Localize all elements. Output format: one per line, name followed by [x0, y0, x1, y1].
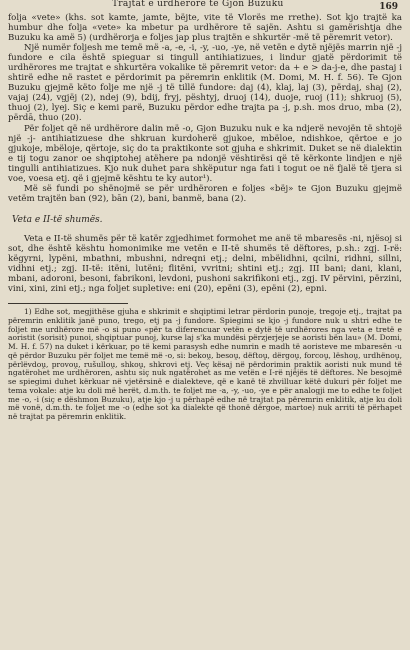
- paragraph: Veta e II-të shumës për të katër zgjedhimet formohet me anë të mbaresës -ni, njësoj si sot, dhe është kështu homonimike me vetën e II-të shumës të dëftores, p.sh.: zgj. I-rë: këgyrni, lypëni, mbathni, mbushni, ndreqni etj.; delni, mbëlidhni, qcilni, ridhni, sillni, vidhni etj.; zgj. II-të: itëni, lutëni; flitëni, vvritni; shtini etj.; zgj. III bani; dani, klani, mbani, adoroni, besoni, fabrikoni, levdoni, pushoni sakrifikoni etj., zgj. IV përvini, përzini, vini, xini, zini etj.; nga foljet supletive: eni (20), epëni (3), epëni (2), epni.: [8, 233, 402, 295]
- running-title: Trajtat e urdhërore te Gjon Buzuku: [112, 0, 284, 9]
- footnotes: [8, 308, 402, 422]
- page-body: [8, 13, 402, 422]
- paragraph: Për foljet që në urdhërore dalin më -o, Gjon Buzuku nuk e ka ndjerë nevojën të shtojë një -j- antihiatizuese dhe shkruan kurdoherë gjukoe, mbëloe, ndishkoe, qërtoe e jo gjukoje, mbëloje, qërtoje, siç do ta praktikonte sot gjuha e shkrimit. Duket se në dialektin e tij togu zanor oe shqiptohej atëhere pa ndonjë vështirësi që të kërkonte lindjen e një tingulli antihiatizues. Kjo nuk duhet para shkëputur nga fati i togut oe në fjalë të tjera si voe, voesa etj. që i gjejmë kështu te ky autor¹).: [8, 123, 402, 184]
- page-header: [0, 0, 410, 12]
- paragraph: folja «vete» (khs. sot kamte, jamte, bëjte, vite të Vlorës me rrethe). Sot kjo trajtë ka humbur dhe folja «vete» ka mbetur pa urdhërore të sajën. Ashtu si gamërishtja dhe Buzuku ka amë 5) (urdhërorja e foljes jap plus trajtën e shkurtër -më të përemrit vetor).: [8, 13, 402, 44]
- paragraph: Më së fundi po shënojmë se për urdhëroren e foljes «bëj» te Gjon Buzuku gjejmë vetëm trajtën ban (92), bān (2), bani, banmë, bana (2).: [8, 183, 402, 204]
- page-number: 169: [379, 2, 398, 12]
- paragraph: Një numër foljesh me temë më -a, -e, -i, -y, -uo, -ye, në vetën e dytë njëjës marrin një -j fundore e cila është spieguar si tingull antihiatizues, i lindur gjatë përdorimit të urdhërores me trajtat e shkurtëra vokalike të përemrit vetor: da + e > da-j-e, dhe pastaj i shtirë edhe në rastet e përdorimit pa përemrin enklitik (M. Domi, M. H. f. 56). Te Gjon Buzuku gjejmë këto folje me një -j të tillë fundore: daj (4), klaj, laj (3), përdaj, shaj (2), vajaj (24), vgjëj (2), ndej (9), bdij, fryj, pështyj, druoj (14), duoje, ruoj (11); shkruoj (5), thuoj (2), lyej. Siç e kemi parë, Buzuku përdor edhe trajta pa -j, p.sh. mos druo, mba (2), përdā, thuo (20).: [8, 43, 402, 124]
- footnote: 1) Edhe sot, megjithëse gjuha e shkrimit e shqiptimi letrar përdorin punoje, tregoje etj., trajtat pa përemrin enklitik janë puno, trego, etj pa -j fundore. Spiegimi se kjo -j fundore nuk u shtri edhe te foljet me urdhërore më -o si puno «për ta diferencuar vetën e dytë të urdhërores nga veta e tretë e aoristit (sorisit) punoi, shqiptuar punoj, kurse laj s'ka mundësi përzjerjeje se aoristi bën lau» (M. Domi, M. H. f. 57) na duket i kërkuar, po të kemi parasysh edhe numrin e madh të aoristeve me mbaresën -u që përdor Buzuku për foljet me temë më -o, si: bekoṷ, besoṷ, dëftoṷ, dërgoṷ, forcoṷ, lëshoṷ, urdhënoṷ, përlëvdoṷ, provoṷ, rušulloṷ, shkoṷ, shkrovi etj. Veç kësaj në përdorimin praktik aoristi nuk mund të ngatërohet me urdhëroren, ashtu siç nuk ngatërohet as me vetën e I-rë njëjës të dëftores. Ne besojmë se spiegimi duhet kërkuar në vjetërsinë e dialekteve, që e kanë të zhvilluar këtë dukuri për foljet me tema vokale: atje ku doli më herët, d.m.th. te foljet me -a, -y, -uo, -ye e për analogji me to edhe te foljet me -o, -i (siç e dëshmon Buzuku), atje kjo -j u përhapë edhe në trajtat pa përemrin enklitik, atje ku doli më vonë, d.m.th. te foljet me -o (edhe sot ka dialekte që thonë dërgoe, martoe) nuk arriti të përhapet në trajtat pa përemrin enklitik.: [8, 307, 402, 422]
- footnote-divider: [8, 303, 128, 304]
- section-heading: Veta e II-të shumës.: [12, 214, 103, 225]
